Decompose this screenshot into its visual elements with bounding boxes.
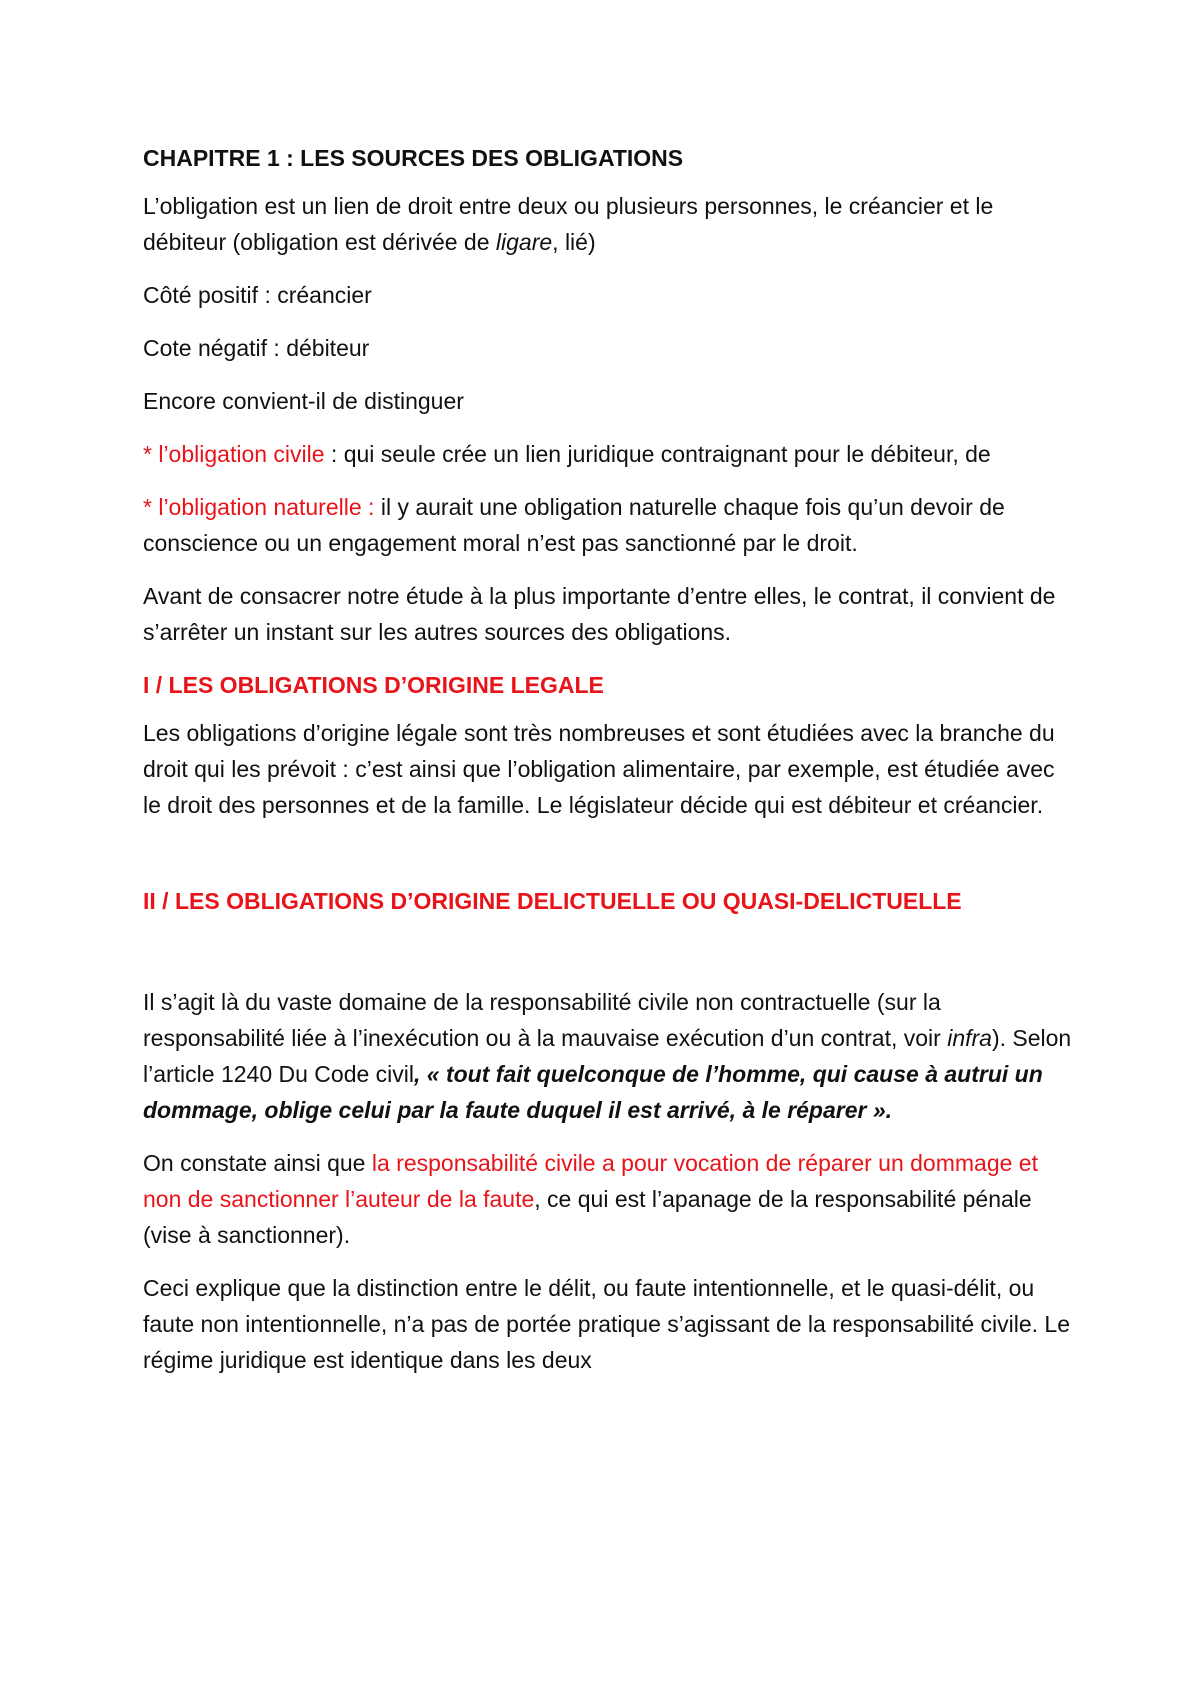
civil-obligation-label: * l’obligation civile [143,441,325,467]
section2-p1-italic: infra [947,1025,992,1051]
civil-obligation-paragraph [143,436,1078,472]
section1-body: Les obligations d’origine légale sont très nombreuses et sont étudiées avec la branche du droit qui les prévoit : c’est ainsi que l’obligation alimentaire, par exemple, est étudiée avec le droit des personnes et de la famille. Le législateur décide qui est débiteur et créancier. [143,720,1055,818]
section2-paragraph2 [143,1145,1078,1253]
spacer [143,840,1078,883]
natural-obligation-text: il y aurait une obligation naturelle chaque fois qu’un devoir de conscience ou un engagement moral n’est pas sanctionné par le droit. [143,494,1005,556]
intro-paragraph [143,188,1078,260]
document-page [143,140,1078,1395]
section2-paragraph1 [143,984,1078,1128]
article-quote: , « tout fait quelconque de l’homme, qui cause à autrui un dommage, oblige celui par la faute duquel il est arrivé, à le réparer ». [143,1061,1043,1123]
intro-text-end: , lié) [552,229,596,255]
transition-paragraph: Avant de consacrer notre étude à la plus importante d’entre elles, le contrat, il convient de s’arrêter un instant sur les autres sources des obligations. [143,583,1056,645]
spacer [143,931,1078,984]
intro-italic: ligare [495,229,553,255]
section2-p1-text: Il s’agit là du vaste domaine de la responsabilité civile non contractuelle (sur la responsabilité liée à l’inexécution ou à la mauvaise exécution d’un contrat, voir [143,989,948,1051]
section2-p2-text-end: , ce qui est l’apanage de la responsabilité pénale (vise à sanctionner). [143,1186,1032,1248]
chapter-title: CHAPITRE 1 : LES SOURCES DES OBLIGATIONS [143,145,684,171]
section2-paragraph3: Ceci explique que la distinction entre le délit, ou faute intentionnelle, et le quasi-délit, ou faute non intentionnelle, n’a pas de portée pratique s’agissant de la responsabilité civile. Le régime juridique est identique dans les deux [143,1275,1071,1373]
natural-obligation-label: * l’obligation naturelle : [143,494,375,520]
section1-title: I / LES OBLIGATIONS D’ORIGINE LEGALE [143,672,604,698]
natural-obligation-paragraph [143,489,1078,561]
section2-p2-highlight: la responsabilité civile a pour vocation de réparer un dommage et non de sanctionner l’auteur de la faute [143,1150,1038,1212]
section2-p1-text-mid: ). Selon l’article 1240 Du Code civil [143,1025,1072,1087]
negative-side: Cote négatif : débiteur [143,335,370,361]
intro-text: L’obligation est un lien de droit entre deux ou plusieurs personnes, le créancier et le débiteur (obligation est dérivée de [143,193,994,255]
section2-title: II / LES OBLIGATIONS D’ORIGINE DELICTUELLE OU QUASI-DELICTUELLE [143,888,962,914]
section2-p2-text: On constate ainsi que [143,1150,372,1176]
civil-obligation-text: : qui seule crée un lien juridique contraignant pour le débiteur, de [324,441,991,467]
distinguish-line: Encore convient-il de distinguer [143,388,464,414]
positive-side: Côté positif : créancier [143,282,372,308]
